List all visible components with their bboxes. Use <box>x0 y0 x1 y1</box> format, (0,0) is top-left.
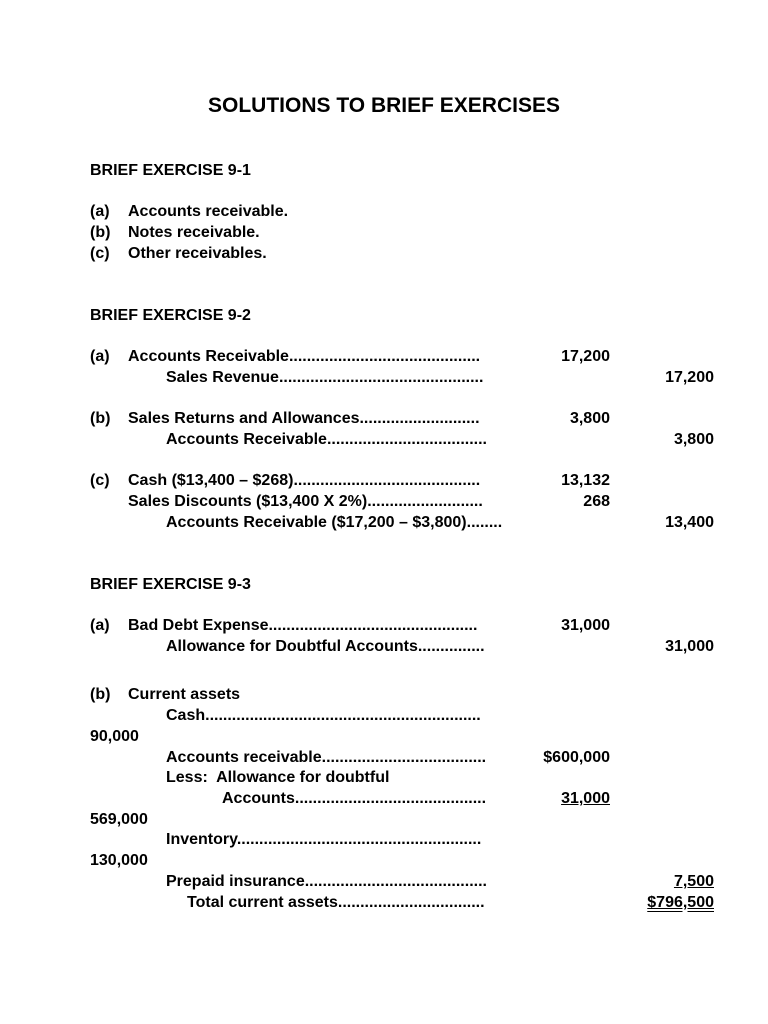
entry-letter: (a) <box>90 348 110 365</box>
debit-account: Bad Debt Expense............................................... <box>128 617 478 634</box>
debit-amount: 13,132 <box>561 472 610 489</box>
credit-amount: 31,000 <box>665 638 714 655</box>
debit-account: Sales Discounts ($13,400 X 2%).......................... <box>128 493 483 510</box>
debit-account: Cash ($13,400 – $268).......................................... <box>128 472 481 489</box>
credit-account: Accounts Receivable ($17,200 – $3,800)........ <box>166 514 503 531</box>
entry-letter: (b) <box>90 686 111 703</box>
credit-account: Sales Revenue.............................................. <box>166 369 484 386</box>
debit-amount: 17,200 <box>561 348 610 365</box>
item-letter: (b) <box>90 224 111 241</box>
total-current-assets-label: Total current assets................................. <box>187 894 485 911</box>
debit-account: Accounts Receivable........................................... <box>128 348 481 365</box>
cash-label: Cash.............................................................. <box>166 707 481 724</box>
entry-letter: (b) <box>90 410 111 427</box>
entry-letter: (a) <box>90 617 110 634</box>
section-heading: Current assets <box>128 686 241 703</box>
less-allowance-label: Less: Allowance for doubtful <box>166 769 390 786</box>
exercise-9-3-heading: BRIEF EXERCISE 9-3 <box>90 576 251 593</box>
exercise-9-1-heading: BRIEF EXERCISE 9-1 <box>90 162 251 179</box>
item-text: Other receivables. <box>128 245 267 262</box>
prepaid-insurance-amount: 7,500 <box>673 873 714 890</box>
credit-amount: 3,800 <box>673 431 714 448</box>
allowance-amount: 31,000 <box>561 790 610 807</box>
total-current-assets-amount: $796,500 <box>647 894 714 911</box>
debit-amount: 3,800 <box>569 410 610 427</box>
inventory-label: Inventory....................................................... <box>166 831 482 848</box>
item-text: Accounts receivable. <box>128 203 289 220</box>
prepaid-insurance-label: Prepaid insurance......................................... <box>166 873 487 890</box>
accounts-receivable-amount: $600,000 <box>543 749 610 766</box>
inventory-amount: 130,000 <box>90 852 148 869</box>
net-receivable-amount: 569,000 <box>90 811 148 828</box>
debit-amount: 31,000 <box>561 617 610 634</box>
allowance-accounts-label: Accounts........................................... <box>222 790 487 807</box>
credit-account: Allowance for Doubtful Accounts............... <box>166 638 485 655</box>
accounts-receivable-label: Accounts receivable..................................... <box>166 749 487 766</box>
item-text: Notes receivable. <box>128 224 260 241</box>
credit-amount: 13,400 <box>665 514 714 531</box>
debit-account: Sales Returns and Allowances........................... <box>128 410 480 427</box>
debit-amount: 268 <box>583 493 610 510</box>
credit-amount: 17,200 <box>665 369 714 386</box>
item-letter: (a) <box>90 203 110 220</box>
credit-account: Accounts Receivable.................................... <box>166 431 487 448</box>
page-title: SOLUTIONS TO BRIEF EXERCISES <box>208 94 560 117</box>
item-letter: (c) <box>90 245 110 262</box>
entry-letter: (c) <box>90 472 110 489</box>
cash-amount: 90,000 <box>90 728 139 745</box>
exercise-9-2-heading: BRIEF EXERCISE 9-2 <box>90 307 251 324</box>
